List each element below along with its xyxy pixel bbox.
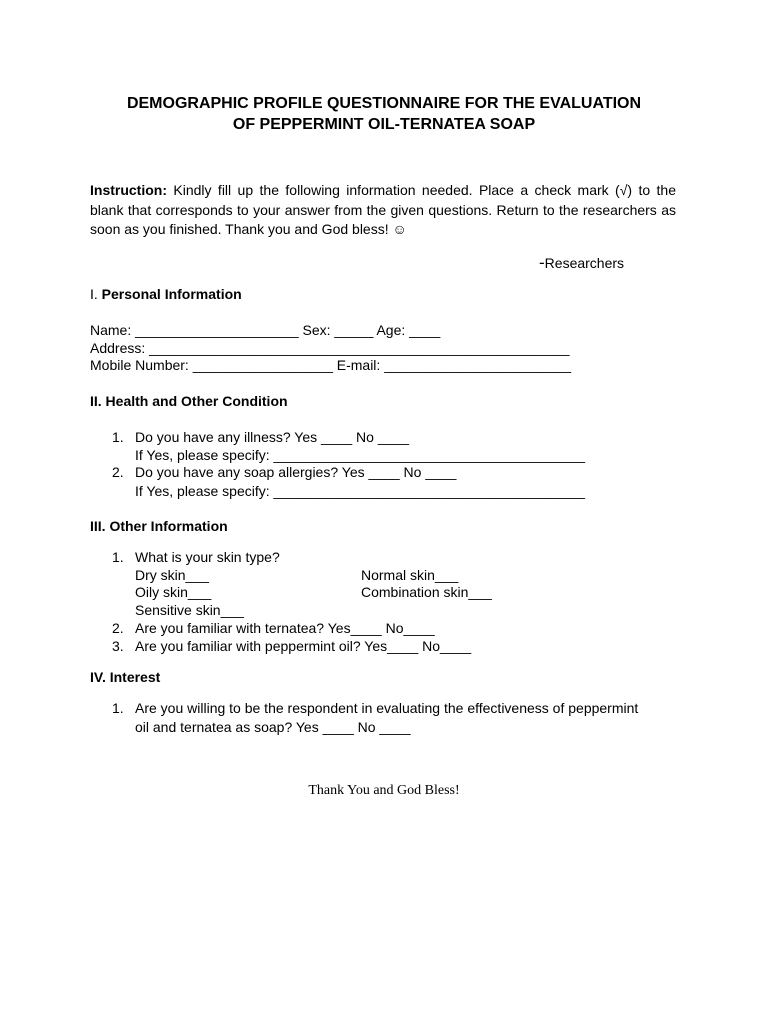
document-title-line-2: OF PEPPERMINT OIL-TERNATEA SOAP: [232, 116, 536, 133]
question-text: Do you have any illness? Yes ____ No ____: [135, 429, 409, 445]
option-normal-skin: Normal skin___: [361, 567, 459, 583]
question-number: 3.: [112, 638, 124, 654]
question-text: Are you familiar with ternatea? Yes____ No____: [135, 620, 435, 636]
section-interest-heading: IV. Interest: [90, 669, 161, 685]
question-text: Do you have any soap allergies? Yes ____ No ____: [135, 464, 457, 480]
question-skin-type: [90, 548, 280, 566]
instruction-text: Kindly fill up the following information needed. Place a check mark (√) to the blank that corresponds to your answer from the given questions. Return to the researchers as soon as you finished. Thank you and God bless! ☺: [90, 182, 676, 237]
allergies-specify-line: If Yes, please specify: ________________________________________: [135, 483, 585, 499]
question-text: Are you familiar with peppermint oil? Yes____ No____: [135, 638, 472, 654]
question-number: 1.: [112, 549, 124, 565]
option-sensitive-skin: Sensitive skin___: [135, 602, 244, 618]
question-number: 1.: [112, 700, 124, 716]
option-oily-skin: Oily skin___: [135, 584, 212, 600]
question-willing-respondent: [90, 699, 638, 717]
mobile-email-line: Mobile Number: __________________ E-mail: ________________________: [90, 357, 572, 373]
signature-text: Researchers: [544, 255, 625, 271]
instruction-label: Instruction:: [90, 182, 167, 198]
section-personal-information-heading: [90, 285, 242, 303]
closing-message: Thank You and God Bless!: [308, 783, 460, 798]
instruction-paragraph: [90, 181, 676, 240]
option-combination-skin: Combination skin___: [361, 584, 492, 600]
signature-dash: -: [539, 253, 545, 272]
question-illness: [90, 428, 409, 446]
section-roman: I.: [90, 286, 102, 302]
address-line: Address: ______________________________________________________: [90, 340, 570, 356]
question-familiar-peppermint: [90, 637, 471, 655]
signature: [539, 254, 624, 272]
document-title-line-1: DEMOGRAPHIC PROFILE QUESTIONNAIRE FOR THE EVALUATION: [126, 95, 642, 112]
section-other-information-heading: III. Other Information: [90, 518, 228, 534]
illness-specify-line: If Yes, please specify: ________________________________________: [135, 447, 585, 463]
name-sex-age-line: Name: _____________________ Sex: _____ Age: ____: [90, 322, 441, 338]
question-text: What is your skin type?: [135, 549, 280, 565]
question-number: 1.: [112, 429, 124, 445]
section-health-heading: II. Health and Other Condition: [90, 393, 288, 409]
question-familiar-ternatea: [90, 619, 435, 637]
question-number: 2.: [112, 464, 124, 480]
question-number: 2.: [112, 620, 124, 636]
question-soap-allergies: [90, 463, 456, 481]
section-title: Personal Information: [101, 286, 242, 302]
option-dry-skin: Dry skin___: [135, 567, 209, 583]
question-willing-respondent-continued: oil and ternatea as soap? Yes ____ No ____: [135, 719, 411, 735]
question-text: Are you willing to be the respondent in evaluating the effectiveness of peppermint: [135, 700, 639, 716]
